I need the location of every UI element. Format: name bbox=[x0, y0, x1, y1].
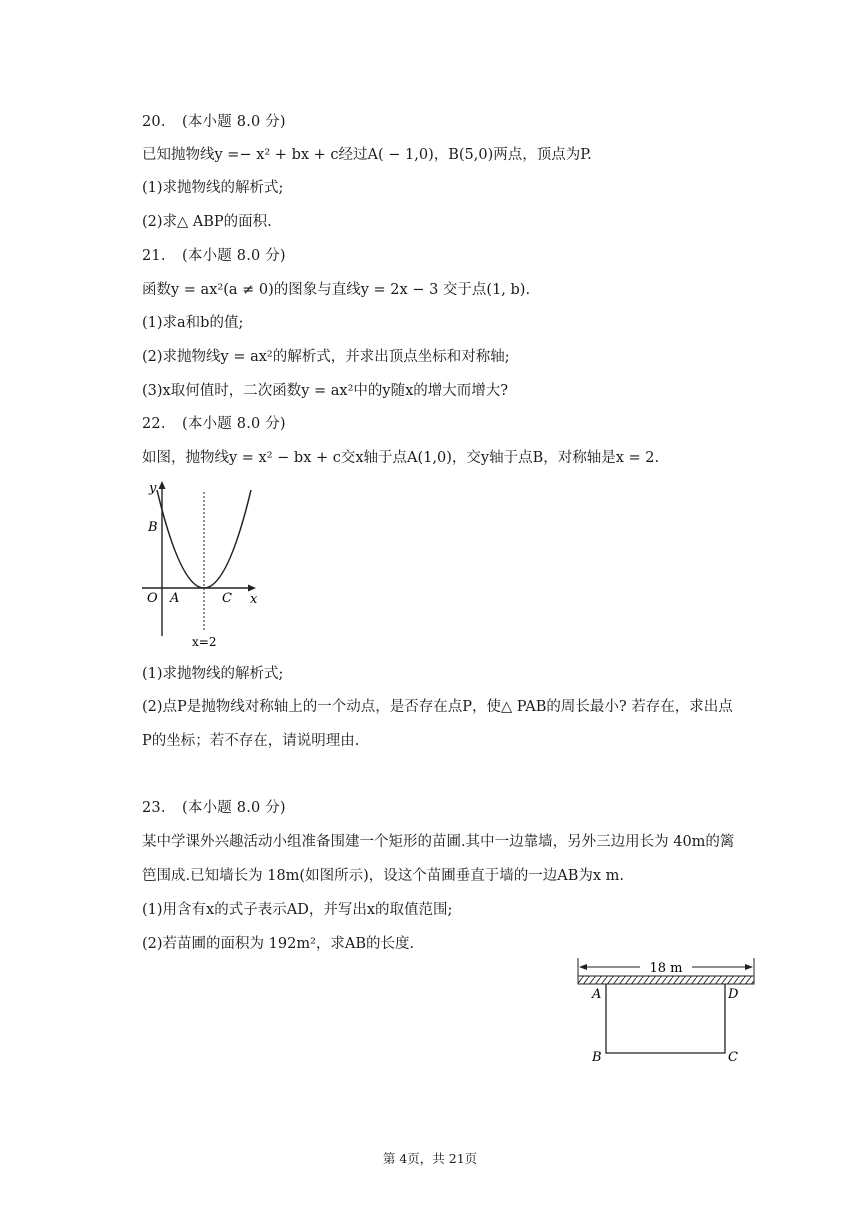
label-o: O bbox=[147, 591, 158, 606]
q23-score: (本小题 8.0 分) bbox=[182, 800, 286, 816]
q20-stem: 已知抛物线y =− x² + bx + c经过A( − 1,0)，B(5,0)两点，顶点为P. bbox=[142, 147, 592, 163]
wall-hatch bbox=[578, 976, 754, 984]
q21-number: 21. bbox=[142, 248, 166, 264]
q22-part1: (1)求抛物线的解析式; bbox=[142, 666, 284, 682]
q23-nursery-figure bbox=[570, 954, 762, 1068]
x-axis-arrow bbox=[248, 585, 256, 592]
nursery-rectangle bbox=[606, 984, 725, 1053]
label-a: A bbox=[592, 987, 602, 1002]
q20-score: (本小题 8.0 分) bbox=[182, 114, 286, 130]
q21-part2: (2)求抛物线y = ax²的解析式，并求出顶点坐标和对称轴; bbox=[142, 349, 510, 365]
q22-score: (本小题 8.0 分) bbox=[182, 416, 286, 432]
dim-arrow-left bbox=[579, 964, 587, 970]
label-c: C bbox=[728, 1050, 738, 1065]
q23-header bbox=[142, 798, 286, 818]
page-footer: 第 4页，共 21页 bbox=[382, 1151, 478, 1166]
y-axis-arrow bbox=[159, 481, 166, 489]
x-axis-label: x bbox=[250, 592, 258, 607]
q20-part2: (2)求△ ABP的面积. bbox=[142, 214, 272, 230]
q21-header bbox=[142, 246, 286, 266]
q20-number: 20. bbox=[142, 114, 166, 130]
q22-parabola-figure bbox=[140, 478, 270, 650]
q22-part2-cont: P的坐标；若不存在，请说明理由. bbox=[142, 733, 360, 749]
q21-score: (本小题 8.0 分) bbox=[182, 248, 286, 264]
wall-length-label: 18 m bbox=[649, 961, 683, 976]
y-axis-label: y bbox=[149, 481, 157, 496]
q21-part1: (1)求a和b的值; bbox=[142, 315, 244, 331]
q22-header bbox=[142, 414, 286, 434]
q21-stem: 函数y = ax²(a ≠ 0)的图象与直线y = 2x − 3 交于点(1, b). bbox=[142, 282, 531, 298]
q22-stem: 如图，抛物线y = x² − bx + c交x轴于点A(1,0)，交y轴于点B，对称轴是x = 2. bbox=[142, 450, 660, 466]
q23-number: 23. bbox=[142, 800, 166, 816]
q23-part2: (2)若苗圃的面积为 192m²，求AB的长度. bbox=[142, 936, 415, 952]
q22-part2: (2)点P是抛物线对称轴上的一个动点，是否存在点P，使△ PAB的周长最小? 若存在，求出点 bbox=[142, 699, 733, 715]
q20-part1: (1)求抛物线的解析式; bbox=[142, 180, 284, 196]
label-b: B bbox=[148, 520, 158, 535]
dim-arrow-right bbox=[745, 964, 753, 970]
label-b: B bbox=[592, 1050, 602, 1065]
label-c: C bbox=[222, 591, 232, 606]
q23-stem-cont: 笆围成.已知墙长为 18m(如图所示)，设这个苗圃垂直于墙的一边AB为x m. bbox=[142, 868, 625, 884]
symmetry-axis-label: x=2 bbox=[192, 635, 217, 649]
q22-number: 22. bbox=[142, 416, 166, 432]
q20-header bbox=[142, 112, 286, 132]
label-a: A bbox=[170, 591, 180, 606]
label-d: D bbox=[728, 987, 739, 1002]
q23-stem: 某中学课外兴趣活动小组准备围建一个矩形的苗圃.其中一边靠墙，另外三边用长为 40m的篱 bbox=[142, 834, 735, 850]
q23-part1: (1)用含有x的式子表示AD，并写出x的取值范围; bbox=[142, 902, 453, 918]
q21-part3: (3)x取何值时，二次函数y = ax²中的y随x的增大而增大? bbox=[142, 383, 509, 399]
